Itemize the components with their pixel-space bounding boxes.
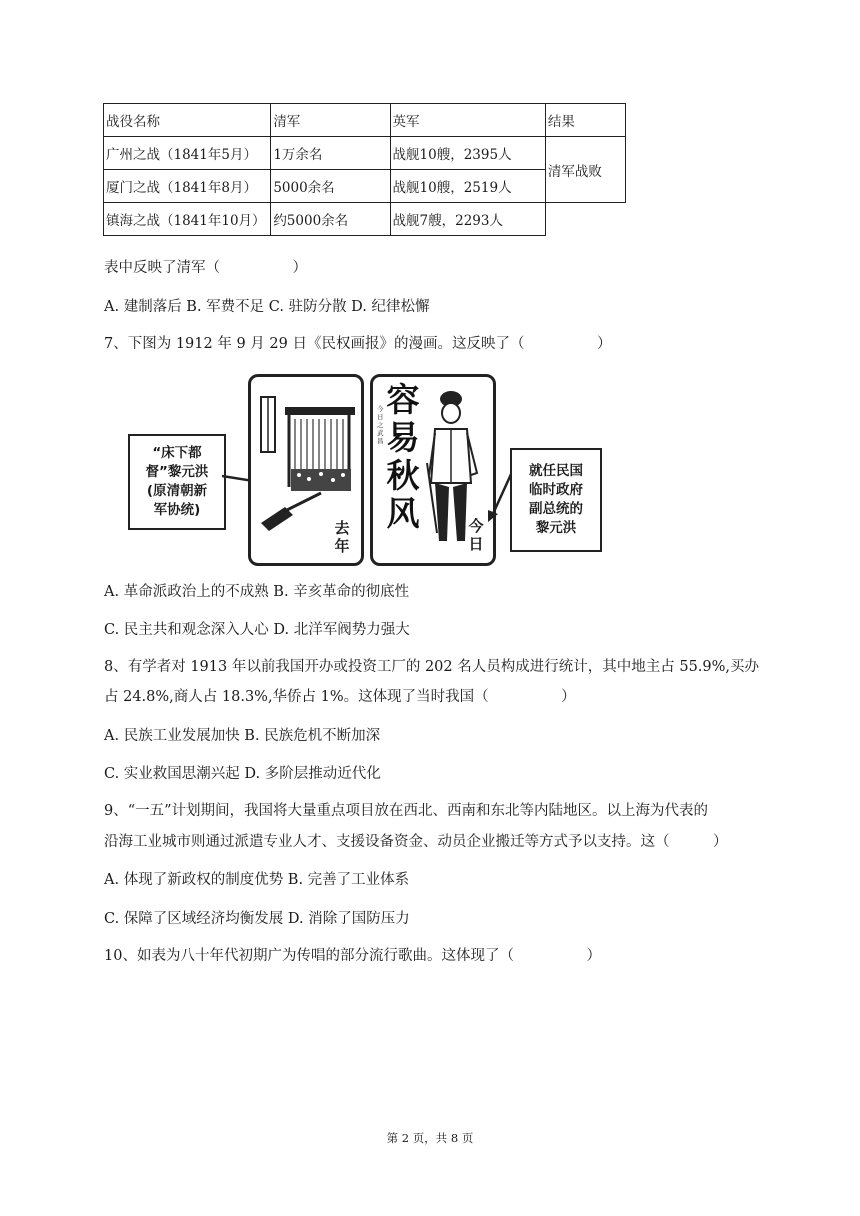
- header-qing-army: 清军: [271, 104, 390, 137]
- q9-options-line1: A. 体现了新政权的制度优势 B. 完善了工业体系: [104, 872, 410, 888]
- right-callout-line: 副总统的: [529, 501, 583, 517]
- header-battle-name: 战役名称: [104, 104, 271, 137]
- right-callout: [510, 448, 602, 552]
- q8-options-line2: C. 实业救国思潮兴起 D. 多阶层推动近代化: [104, 766, 381, 782]
- cell-battle: 厦门之战（1841年8月）: [104, 170, 271, 203]
- right-callout-line: 临时政府: [529, 482, 583, 498]
- table-row: [104, 203, 626, 236]
- label-today: 今日: [468, 517, 484, 553]
- small-vertical-text: 今日之武昌: [377, 405, 384, 445]
- right-callout-line: 黎元洪: [535, 520, 577, 536]
- cell-british: 战舰10艘，2395人: [390, 137, 545, 170]
- cell-qing: 5000余名: [271, 170, 390, 203]
- table-row: [104, 137, 626, 170]
- right-callout-line: 就任民国: [529, 463, 583, 479]
- cell-british: 战舰7艘，2293人: [390, 203, 545, 236]
- q7-options-line1: A. 革命派政治上的不成熟 B. 辛亥革命的彻底性: [104, 584, 410, 600]
- q9-stem-line1: 9、“一五”计划期间，我国将大量重点项目放在西北、西南和东北等内陆地区。以上海为代表的: [104, 803, 709, 819]
- q6-options: A. 建制落后 B. 军费不足 C. 驻防分散 D. 纪律松懈: [104, 299, 430, 315]
- q6-stem: 表中反映了清军（ ）: [104, 260, 307, 276]
- cartoon-figure: [128, 372, 602, 564]
- left-panel: [248, 374, 364, 566]
- q8-options-line1: A. 民族工业发展加快 B. 民族危机不断加深: [104, 728, 381, 744]
- q7-stem: 7、下图为 1912 年 9 月 29 日《民权画报》的漫画。这反映了（ ）: [104, 336, 612, 352]
- cell-battle: 镇海之战（1841年10月）: [104, 203, 271, 236]
- header-british-army: 英军: [390, 104, 545, 137]
- q8-stem-line2: 占 24.8%,商人占 18.3%,华侨占 1%。这体现了当时我国（ ）: [104, 689, 576, 705]
- page-footer: 第 2 页，共 8 页: [386, 1131, 474, 1145]
- left-callout-line: 督”黎元洪: [145, 464, 209, 480]
- cell-empty: [545, 203, 625, 236]
- q9-options-line2: C. 保障了区域经济均衡发展 D. 消除了国防压力: [104, 911, 410, 927]
- cell-qing: 1万余名: [271, 137, 390, 170]
- q7-options-line2: C. 民主共和观念深入人心 D. 北洋军阀势力强大: [104, 622, 410, 638]
- label-last-year: 去年: [334, 519, 350, 555]
- header-result: 结果: [545, 104, 625, 137]
- left-callout-line: 军协统): [153, 502, 201, 518]
- q9-stem-line2: 沿海工业城市则通过派遣专业人才、支援设备资金、动员企业搬迁等方式予以支持。这（ ）: [104, 834, 728, 850]
- left-callout-line: (原清朝新: [146, 483, 208, 499]
- q10-stem: 10、如表为八十年代初期广为传唱的部分流行歌曲。这体现了（ ）: [104, 948, 601, 964]
- calligraphy-text: 容易秋风: [386, 380, 420, 533]
- cell-qing: 约5000余名: [271, 203, 390, 236]
- cell-british: 战舰10艘，2519人: [390, 170, 545, 203]
- q8-stem-line1: 8、有学者对 1913 年以前我国开办或投资工厂的 202 名人员构成进行统计，其中地主占 55.9%,买办: [104, 659, 760, 675]
- cell-result: 清军战败: [545, 137, 625, 203]
- battle-table: [103, 103, 626, 236]
- table-header-row: [104, 104, 626, 137]
- cell-battle: 广州之战（1841年5月）: [104, 137, 271, 170]
- left-callout: [128, 434, 226, 530]
- right-panel: [370, 374, 496, 566]
- left-callout-line: “床下都: [152, 445, 202, 461]
